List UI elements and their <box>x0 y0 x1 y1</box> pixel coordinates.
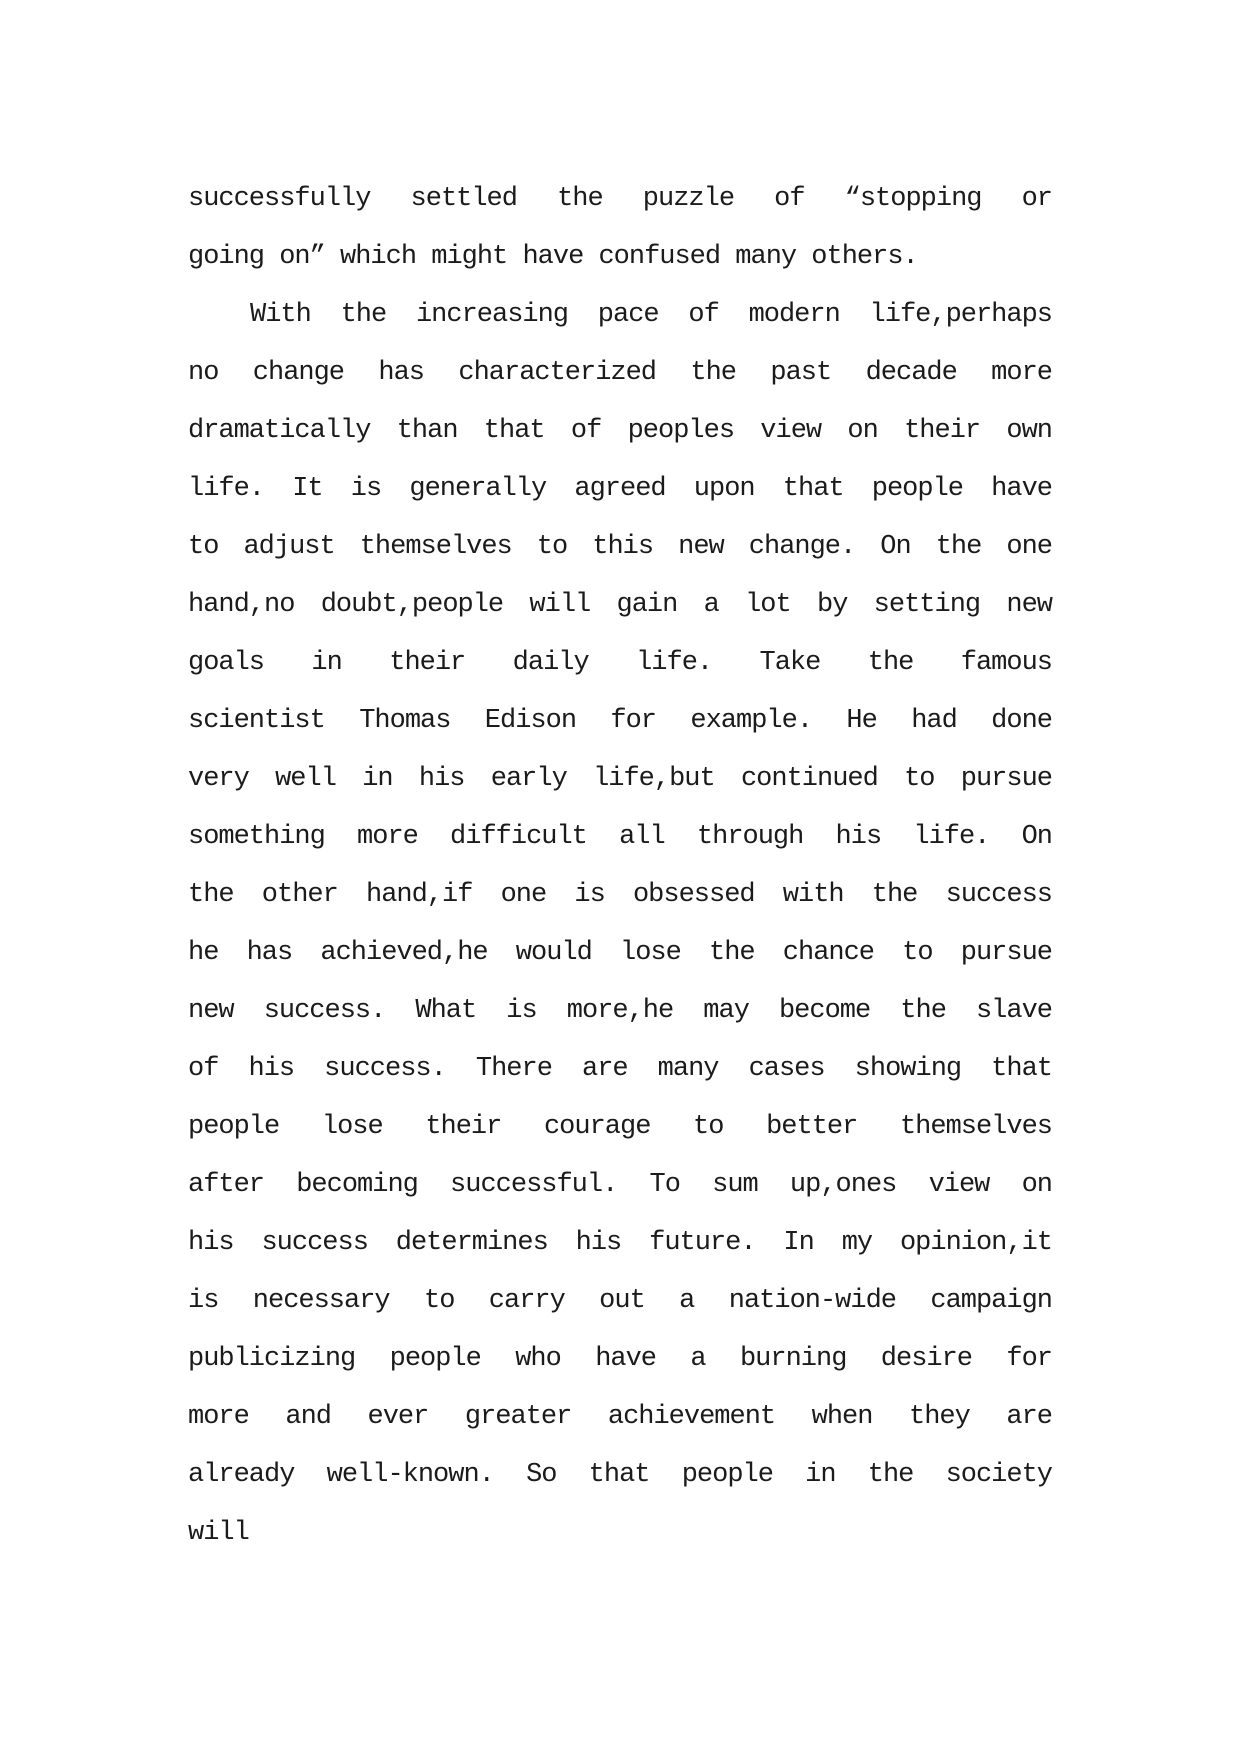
text-line: something more difficult all through his life. On <box>188 822 1052 852</box>
text-line: goals in their daily life. Take the famous <box>188 648 1052 678</box>
text-line: already well-known. So that people in the society <box>188 1460 1052 1490</box>
text-line: people lose their courage to better themselves <box>188 1112 1052 1142</box>
text-line: of his success. There are many cases showing that <box>188 1054 1052 1084</box>
text-line: will <box>188 1518 249 1548</box>
text-line: dramatically than that of peoples view on their own <box>188 416 1052 446</box>
text-line: going on” which might have confused many others. <box>188 242 918 272</box>
text-line: life. It is generally agreed upon that people have <box>188 474 1052 504</box>
text-line: new success. What is more,he may become the slave <box>188 996 1052 1026</box>
text-line: the other hand,if one is obsessed with the success <box>188 880 1052 910</box>
text-line: to adjust themselves to this new change. On the one <box>188 532 1052 562</box>
text-line: his success determines his future. In my opinion,it <box>188 1228 1052 1258</box>
text-line: is necessary to carry out a nation-wide campaign <box>188 1286 1052 1316</box>
text-line: successfully settled the puzzle of “stopping or <box>188 184 1052 214</box>
text-line: very well in his early life,but continued to pursue <box>188 764 1052 794</box>
text-line: publicizing people who have a burning desire for <box>188 1344 1052 1374</box>
text-line: scientist Thomas Edison for example. He had done <box>188 706 1052 736</box>
text-line: no change has characterized the past decade more <box>188 358 1052 388</box>
text-block <box>188 170 1052 1562</box>
text-line: hand,no doubt,people will gain a lot by setting new <box>188 590 1052 620</box>
text-line: after becoming successful. To sum up,ones view on <box>188 1170 1052 1200</box>
text-line: more and ever greater achievement when they are <box>188 1402 1052 1432</box>
text-line: he has achieved,he would lose the chance to pursue <box>188 938 1052 968</box>
text-line: With the increasing pace of modern life,perhaps <box>250 300 1052 330</box>
